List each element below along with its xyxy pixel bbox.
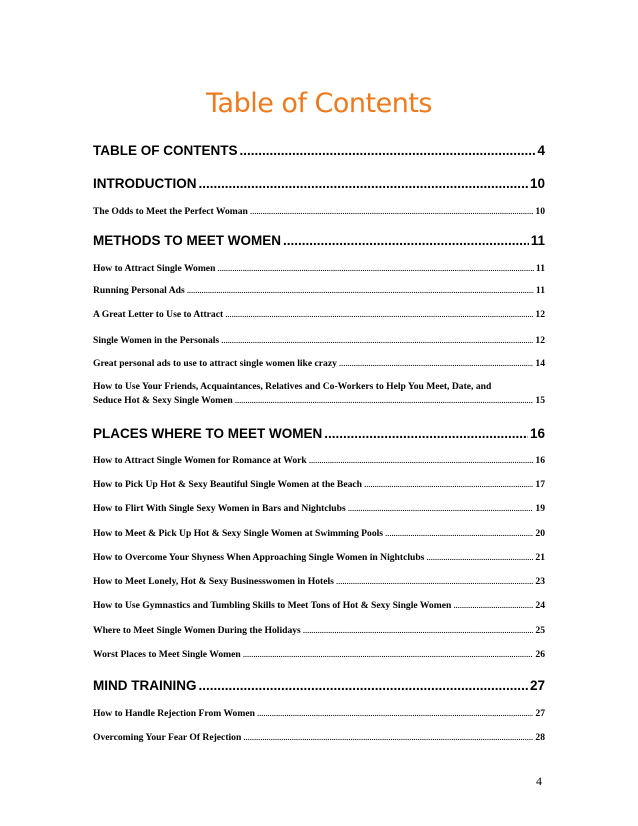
toc-entry-text-line1: How to Use Your Friends, Acquaintances, Relatives and Co-Workers to Help You Meet, Date, and [93,381,492,392]
toc-entry[interactable] [93,732,545,743]
toc-entry-text: PLACES WHERE TO MEET WOMEN [93,426,323,441]
toc-leader [336,576,534,587]
toc-entry[interactable] [93,206,545,217]
toc-entry-page: 19 [535,503,545,514]
toc-entry-text: Where to Meet Single Women During the Holidays [93,625,301,636]
toc-leader [199,678,528,693]
toc-leader [243,649,534,660]
toc-entry-text: TABLE OF CONTENTS [93,143,238,158]
toc-entry-page: 24 [535,600,545,611]
toc-entry-text: How to Meet Lonely, Hot & Sexy Businesswomen in Hotels [93,576,334,587]
toc-entry[interactable] [93,335,545,346]
toc-entry-text: INTRODUCTION [93,176,197,191]
toc-entry-text: Worst Places to Meet Single Women [93,649,241,660]
toc-entry-text: How to Flirt With Single Sexy Women in Bars and Nightclubs [93,503,346,514]
toc-entry[interactable] [93,503,545,514]
toc-leader [199,176,528,191]
toc-entry-page: 12 [535,335,545,346]
toc-entry-page: 16 [529,426,545,441]
toc-entry-page: 27 [529,678,545,693]
toc-leader [243,732,533,743]
toc-entry-page: 23 [535,576,545,587]
toc-entry[interactable] [93,426,545,441]
toc-entry-page: 12 [535,309,545,320]
toc-entry[interactable] [93,455,545,466]
toc-leader [240,143,536,158]
toc-entry[interactable] [93,625,545,636]
toc-entry[interactable] [93,176,545,191]
toc-entry-text: How to Handle Rejection From Women [93,708,255,719]
toc-entry-page: 10 [529,176,545,191]
page-title: Table of Contents [206,88,432,119]
toc-entry[interactable] [93,576,545,587]
toc-entry-text: How to Meet & Pick Up Hot & Sexy Single Women at Swimming Pools [93,528,384,539]
toc-entry-page: 17 [535,479,545,490]
toc-entry[interactable] [93,143,545,158]
toc-entry-page: 15 [535,395,545,406]
toc-leader [348,503,534,514]
toc-entry-text: Overcoming Your Fear Of Rejection [93,732,242,743]
toc-leader [309,455,534,466]
toc-entry-page: 20 [535,528,545,539]
toc-entry-page: 11 [530,233,545,248]
toc-leader [283,233,529,248]
toc-leader [250,206,534,217]
toc-entry-page: 10 [535,206,545,217]
toc-entry[interactable] [93,678,545,693]
toc-leader [235,395,534,406]
toc-leader [426,552,533,563]
toc-leader [324,426,528,441]
toc-entry[interactable] [93,552,545,563]
toc-entry-page: 4 [537,143,545,158]
toc-entry[interactable] [93,708,545,719]
toc-entry-text: Seduce Hot & Sexy Single Women [93,395,233,406]
toc-entry-page: 14 [535,358,545,369]
toc-leader [221,335,533,346]
toc-entry-text: METHODS TO MEET WOMEN [93,233,281,248]
toc-leader [257,708,533,719]
toc-entry-page: 28 [535,732,545,743]
toc-entry-text: Running Personal Ads [93,285,185,296]
toc-entry-text: The Odds to Meet the Perfect Woman [93,206,248,217]
toc-entry[interactable] [93,600,545,611]
toc-entry-text: How to Overcome Your Shyness When Approaching Single Women in Nightclubs [93,552,425,563]
toc-entry-text: Great personal ads to use to attract single women like crazy [93,358,337,369]
toc-entry-page: 26 [535,649,545,660]
toc-entry-page: 11 [535,285,545,296]
toc-leader [187,285,534,296]
toc-entry[interactable] [93,263,545,274]
toc-entry-text: How to Attract Single Women [93,263,216,274]
toc-leader [385,528,533,539]
page-number: 4 [536,774,542,788]
toc-entry-page: 25 [535,625,545,636]
toc-entry[interactable] [93,285,545,296]
toc-entry[interactable] [93,381,545,406]
toc-entry-page: 11 [535,263,545,274]
toc-leader [303,625,534,636]
toc-leader [225,309,533,320]
toc-entry[interactable] [93,649,545,660]
toc-leader [217,263,534,274]
toc-entry[interactable] [93,233,545,248]
toc-entry-text: A Great Letter to Use to Attract [93,309,224,320]
toc-entry-text: MIND TRAINING [93,678,197,693]
toc-leader [364,479,533,490]
toc-entry-text: How to Pick Up Hot & Sexy Beautiful Single Women at the Beach [93,479,362,490]
toc-entry-page: 21 [535,552,545,563]
toc-entry-text: How to Attract Single Women for Romance at Work [93,455,307,466]
toc-entry-page: 27 [535,708,545,719]
toc-entry-page: 16 [535,455,545,466]
toc-leader [453,600,533,611]
toc-entry[interactable] [93,309,545,320]
toc-leader [339,358,534,369]
toc-entry-text: How to Use Gymnastics and Tumbling Skills to Meet Tons of Hot & Sexy Single Women [93,600,452,611]
toc-entry[interactable] [93,479,545,490]
toc-entry-text: Single Women in the Personals [93,335,220,346]
toc-entry[interactable] [93,358,545,369]
toc-entry[interactable] [93,528,545,539]
